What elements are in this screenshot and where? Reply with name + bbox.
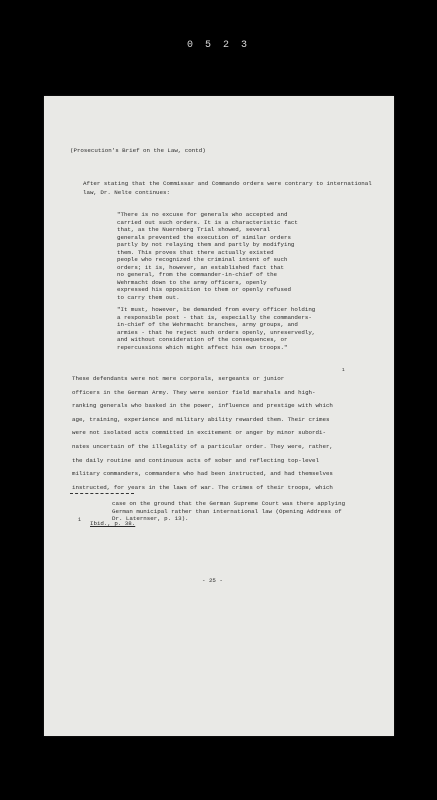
footnote-line: German municipal rather than international law (Opening Address of bbox=[112, 507, 342, 515]
quote-1-line: Wehrmacht down to the army officers, openly bbox=[117, 278, 267, 286]
quote-2-line: repercussions which might affect his own troops." bbox=[117, 343, 288, 351]
body-line: were not isolated acts committed in excitement or anger by minor subordi- bbox=[72, 429, 326, 437]
quote-1-line: generals prevented the execution of similar orders bbox=[117, 233, 291, 241]
quote-1-line: to carry them out. bbox=[117, 293, 180, 301]
body-line: These defendants were not mere corporals, sergeants or junior bbox=[72, 375, 285, 382]
quote-1-line: no general, from the commander-in-chief of the bbox=[117, 271, 278, 278]
heading: (Prosecution's Brief on the Law, contd) bbox=[70, 147, 206, 154]
footnote-mark: 1 bbox=[78, 517, 82, 523]
body-line: ranking generals who basked in the power, influence and prestige with which bbox=[72, 402, 333, 410]
quote-2-line: in-chief of the Wehrmacht branches, army groups, and bbox=[117, 321, 298, 328]
quote-1-line: "There is no excuse for generals who accepted and bbox=[117, 211, 288, 218]
quote-2-line: and without consideration of the consequences, or bbox=[117, 336, 288, 343]
quote-2-line: armies - that he reject such orders openly, unreservedly, bbox=[117, 328, 316, 336]
footnote-line: case on the ground that the German Supreme Court was there applying bbox=[112, 500, 346, 507]
quote-1-line: that, as the Nuernberg Trial showed, several bbox=[117, 226, 271, 233]
body-line: nates uncertain of the illegality of a particular order. They were, rather, bbox=[72, 443, 333, 450]
quote-1-line: them. This proves that there actually existed bbox=[117, 248, 274, 256]
quote-1-line: orders; it is, however, an established fact that bbox=[117, 263, 284, 271]
quote-2-footnote-mark: 1 bbox=[342, 368, 345, 373]
body-line: military commanders, commanders who had been instructed, and had themselves bbox=[72, 470, 333, 478]
footnote-ibid: Ibid., p. 38. bbox=[90, 520, 136, 527]
body-line: age, training, experience and military ability rewarded them. Their crimes bbox=[72, 415, 330, 423]
page-number: - 25 - bbox=[202, 577, 223, 584]
intro-paragraph: After stating that the Commissar and Commando orders were contrary to international law, Dr. Nelte continues: bbox=[83, 180, 372, 196]
footnote-line: Dr. Laternser, p. 13). bbox=[112, 515, 189, 522]
body-line: the daily routine and continuous acts of sober and reflecting top-level bbox=[72, 456, 319, 464]
footnote-rule bbox=[70, 493, 134, 494]
quote-1-line: partly by not relaying them and partly by modifying bbox=[117, 241, 295, 248]
body-line: instructed, for years in the laws of war. The crimes of their troops, which bbox=[72, 483, 333, 491]
quote-2-line: a responsible post - that is, especially the commanders- bbox=[117, 313, 312, 321]
quote-1-line: expressed his opposition to them or openly refused bbox=[117, 286, 291, 293]
microfilm-frame-number: 0 5 2 3 bbox=[186, 40, 250, 51]
document-page bbox=[44, 96, 394, 736]
quote-2-line: "It must, however, be demanded from every officer holding bbox=[117, 306, 316, 313]
body-line: officers in the German Army. They were senior field marshals and high- bbox=[72, 388, 316, 396]
quote-1-line: carried out such orders. It is a characteristic fact bbox=[117, 218, 298, 226]
quote-1-line: people who recognized the criminal intent of such bbox=[117, 256, 288, 263]
